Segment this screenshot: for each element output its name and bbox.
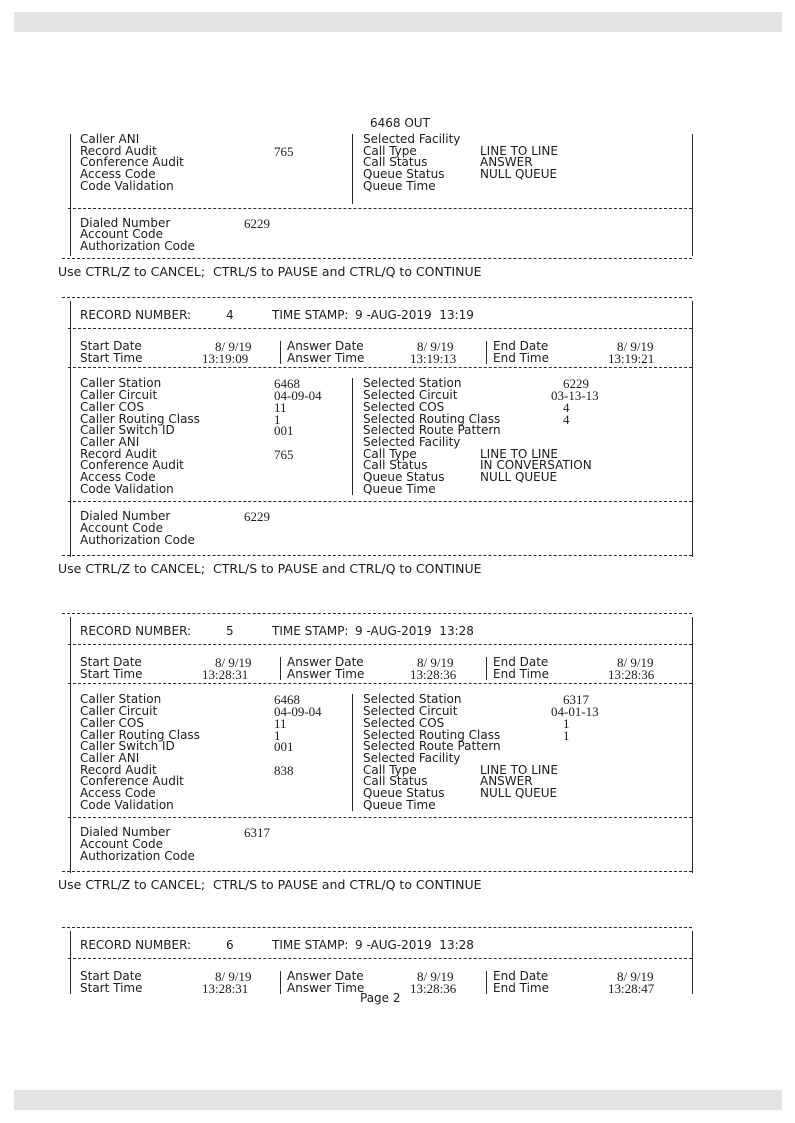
- record-top-divider: [62, 613, 692, 614]
- answer-date-value: 8/ 9/19: [417, 655, 454, 670]
- datetime-divider-1: [280, 657, 281, 680]
- caller-field-label: Code Validation: [80, 797, 174, 812]
- start-time-label: Start Time: [80, 350, 143, 365]
- selected-field-value: 4: [563, 399, 570, 415]
- answer-time-value: 13:28:36: [410, 980, 457, 996]
- mid-divider: [352, 378, 353, 495]
- end-date-label: End Date: [493, 969, 549, 983]
- left-border: [70, 931, 71, 994]
- timestamp-label: TIME STAMP:: [272, 938, 349, 952]
- selected-field-value: LINE TO LINE: [480, 762, 558, 777]
- scan-bottom-edge: [14, 1090, 782, 1110]
- selected-field-value: NULL QUEUE: [480, 470, 558, 484]
- selected-field-label: Selected Route Pattern: [363, 739, 501, 754]
- selected-field-value: ANSWER: [480, 155, 533, 170]
- caller-field-value: 11: [274, 715, 287, 731]
- dialed-number-label: Dialed Number: [80, 825, 171, 840]
- selected-field-label: Queue Time: [363, 481, 436, 496]
- mid-divider: [352, 134, 353, 204]
- caller-field-label: Caller Switch ID: [80, 739, 175, 754]
- start-date-label: Start Date: [80, 655, 142, 669]
- caller-field-value: 04-09-04: [274, 704, 322, 720]
- dialed-number-label: Dialed Number: [80, 216, 171, 230]
- timestamp-value: 9 -AUG-2019 13:28: [355, 938, 474, 952]
- caller-field-label: Caller ANI: [80, 132, 140, 146]
- section-divider: [68, 501, 692, 502]
- mid-divider: [352, 694, 353, 811]
- caller-field-label: Caller ANI: [80, 434, 140, 449]
- selected-field-label: Selected Routing Class: [363, 411, 501, 426]
- caller-field-value: 001: [274, 739, 294, 755]
- selected-field-value: NULL QUEUE: [480, 167, 558, 182]
- right-border: [692, 301, 693, 557]
- end-time-label: End Time: [493, 350, 549, 365]
- selected-field-value: 1: [563, 727, 570, 743]
- start-time-value: 13:28:31: [202, 980, 249, 996]
- end-date-label: End Date: [493, 655, 549, 669]
- selected-field-value: 04-01-13: [551, 704, 599, 720]
- datetime-divider-1: [280, 341, 281, 364]
- authorization-code-label: Authorization Code: [80, 848, 195, 863]
- end-date-value: 8/ 9/19: [617, 969, 654, 984]
- caller-field-label: Caller COS: [80, 399, 144, 414]
- caller-field-label: Access Code: [80, 167, 156, 182]
- end-date-label: End Date: [493, 339, 549, 353]
- caller-field-label: Caller Routing Class: [80, 727, 200, 742]
- account-code-label: Account Code: [80, 837, 163, 852]
- caller-field-label: Caller Station: [80, 376, 162, 391]
- answer-time-label: Answer Time: [287, 666, 365, 681]
- left-border: [70, 617, 71, 873]
- caller-field-label: Caller COS: [80, 715, 144, 730]
- selected-field-label: Queue Status: [363, 167, 445, 182]
- selected-field-label: Call Type: [363, 762, 417, 777]
- answer-date-label: Answer Date: [287, 655, 364, 669]
- selected-field-value: LINE TO LINE: [480, 143, 558, 158]
- selected-field-value: NULL QUEUE: [480, 786, 558, 800]
- selected-field-label: Queue Time: [363, 797, 436, 812]
- right-border: [692, 931, 693, 994]
- start-time-value: 13:19:09: [202, 350, 249, 366]
- start-date-label: Start Date: [80, 339, 142, 353]
- section-divider: [68, 208, 692, 209]
- caller-field-label: Record Audit: [80, 762, 157, 777]
- selected-field-label: Selected COS: [363, 715, 445, 730]
- record-top-divider: [62, 927, 692, 928]
- selected-field-label: Call Status: [363, 774, 428, 789]
- datetime-divider: [68, 367, 692, 368]
- record-number-label: RECORD NUMBER:: [80, 624, 192, 638]
- caller-field-label: Caller Routing Class: [80, 411, 200, 426]
- dialed-number-value: 6229: [244, 509, 270, 525]
- record-number-value: 5: [226, 624, 234, 638]
- cancel-message: Use CTRL/Z to CANCEL; CTRL/S to PAUSE and CTRL/Q to CONTINUE: [58, 560, 482, 576]
- caller-field-label: Record Audit: [80, 143, 157, 158]
- end-date-value: 8/ 9/19: [617, 655, 654, 670]
- caller-field-value: 1: [274, 411, 281, 427]
- caller-field-value: 765: [274, 143, 294, 159]
- selected-field-label: Selected Facility: [363, 750, 461, 765]
- timestamp-label: TIME STAMP:: [272, 624, 349, 638]
- caller-field-value: 765: [274, 446, 294, 462]
- caller-field-label: Code Validation: [80, 481, 174, 496]
- selected-field-label: Queue Status: [363, 786, 445, 800]
- datetime-divider-1: [280, 971, 281, 994]
- dialed-number-value: 6229: [244, 216, 270, 231]
- timestamp-value: 9 -AUG-2019 13:28: [355, 624, 474, 638]
- selected-field-value: ANSWER: [480, 774, 533, 789]
- selected-field-label: Call Type: [363, 446, 417, 461]
- record-end-divider: [62, 258, 692, 259]
- selected-field-label: Selected Circuit: [363, 704, 458, 719]
- selected-field-value: 4: [563, 411, 570, 427]
- answer-time-label: Answer Time: [287, 350, 365, 365]
- caller-field-label: Record Audit: [80, 446, 157, 461]
- selected-field-label: Selected Station: [363, 692, 462, 707]
- timestamp-value: 9 -AUG-2019 13:19: [355, 308, 474, 322]
- cancel-message: Use CTRL/Z to CANCEL; CTRL/S to PAUSE and CTRL/Q to CONTINUE: [58, 264, 482, 279]
- dialed-number-label: Dialed Number: [80, 509, 171, 524]
- left-border: [70, 134, 71, 256]
- record-number-value: 6: [226, 938, 234, 952]
- right-border: [692, 617, 693, 873]
- record-number-value: 4: [226, 308, 234, 322]
- datetime-divider-2: [486, 657, 487, 680]
- selected-field-label: Selected Facility: [363, 434, 461, 449]
- start-date-value: 8/ 9/19: [215, 339, 252, 354]
- selected-field-label: Queue Status: [363, 470, 445, 484]
- selected-field-label: Selected Station: [363, 376, 462, 391]
- start-time-label: Start Time: [80, 666, 143, 681]
- end-time-value: 13:28:36: [608, 666, 655, 682]
- selected-field-value: IN CONVERSATION: [480, 458, 592, 473]
- answer-date-label: Answer Date: [287, 339, 364, 353]
- answer-date-value: 8/ 9/19: [417, 339, 454, 354]
- caller-field-label: Conference Audit: [80, 155, 184, 170]
- page-number: Page 2: [360, 991, 401, 1006]
- selected-field-value: 6317: [563, 692, 589, 708]
- end-time-value: 13:28:47: [608, 980, 655, 996]
- selected-field-label: Selected COS: [363, 399, 445, 414]
- authorization-code-label: Authorization Code: [80, 239, 195, 253]
- caller-field-label: Access Code: [80, 470, 156, 484]
- start-date-label: Start Date: [80, 969, 142, 983]
- caller-field-label: Conference Audit: [80, 458, 184, 473]
- left-border: [70, 301, 71, 557]
- end-time-label: End Time: [493, 980, 549, 995]
- caller-field-label: Access Code: [80, 786, 156, 800]
- end-time-label: End Time: [493, 666, 549, 681]
- start-date-value: 8/ 9/19: [215, 969, 252, 984]
- caller-field-value: 6468: [274, 692, 300, 708]
- caller-field-value: 6468: [274, 376, 300, 392]
- header-divider: [68, 644, 692, 645]
- datetime-divider-2: [486, 341, 487, 364]
- authorization-code-label: Authorization Code: [80, 532, 195, 547]
- header-divider: [68, 328, 692, 329]
- selected-field-label: Call Status: [363, 458, 428, 473]
- caller-field-value: 1: [274, 727, 281, 743]
- record-end-divider: [62, 871, 692, 872]
- selected-field-label: Selected Circuit: [363, 388, 458, 403]
- answer-time-label: Answer Time: [287, 980, 365, 995]
- record-top-divider: [62, 297, 692, 298]
- selected-field-label: Selected Facility: [363, 132, 461, 146]
- caller-field-label: Caller Circuit: [80, 704, 158, 719]
- end-date-value: 8/ 9/19: [617, 339, 654, 354]
- caller-field-label: Caller Switch ID: [80, 423, 175, 438]
- caller-field-label: Code Validation: [80, 178, 174, 193]
- answer-date-label: Answer Date: [287, 969, 364, 983]
- record-end-divider: [62, 555, 692, 556]
- selected-field-value: 1: [563, 715, 570, 731]
- caller-field-value: 001: [274, 423, 294, 439]
- start-date-value: 8/ 9/19: [215, 655, 252, 670]
- datetime-divider: [68, 683, 692, 684]
- account-code-label: Account Code: [80, 521, 163, 536]
- datetime-divider-2: [486, 971, 487, 994]
- scan-top-edge: [14, 12, 782, 32]
- answer-date-value: 8/ 9/19: [417, 969, 454, 984]
- dialed-number-value: 6317: [244, 825, 270, 841]
- start-time-label: Start Time: [80, 980, 143, 995]
- selected-field-label: Call Status: [363, 155, 428, 170]
- end-time-value: 13:19:21: [608, 350, 655, 366]
- selected-field-value: 03-13-13: [551, 388, 599, 404]
- selected-field-label: Queue Time: [363, 178, 436, 193]
- cancel-message: Use CTRL/Z to CANCEL; CTRL/S to PAUSE and CTRL/Q to CONTINUE: [58, 876, 482, 892]
- caller-field-value: 11: [274, 399, 287, 415]
- selected-field-value: 6229: [563, 376, 589, 392]
- caller-field-label: Caller ANI: [80, 750, 140, 765]
- selected-field-label: Selected Route Pattern: [363, 423, 501, 438]
- selected-field-label: Call Type: [363, 143, 417, 158]
- timestamp-label: TIME STAMP:: [272, 308, 349, 322]
- record-number-label: RECORD NUMBER:: [80, 938, 192, 952]
- caller-field-value: 04-09-04: [274, 388, 322, 404]
- start-time-value: 13:28:31: [202, 666, 249, 682]
- right-border: [692, 134, 693, 256]
- answer-time-value: 13:19:13: [410, 350, 457, 366]
- caller-field-label: Caller Circuit: [80, 388, 158, 403]
- caller-field-label: Caller Station: [80, 692, 162, 707]
- caller-field-value: 838: [274, 762, 294, 778]
- answer-time-value: 13:28:36: [410, 666, 457, 682]
- section-divider: [68, 817, 692, 818]
- header-divider: [68, 958, 692, 959]
- continuation-top-line: 6468 OUT: [370, 116, 430, 130]
- account-code-label: Account Code: [80, 227, 163, 241]
- record-number-label: RECORD NUMBER:: [80, 308, 192, 322]
- caller-field-label: Conference Audit: [80, 774, 184, 789]
- selected-field-label: Selected Routing Class: [363, 727, 501, 742]
- selected-field-value: LINE TO LINE: [480, 446, 558, 461]
